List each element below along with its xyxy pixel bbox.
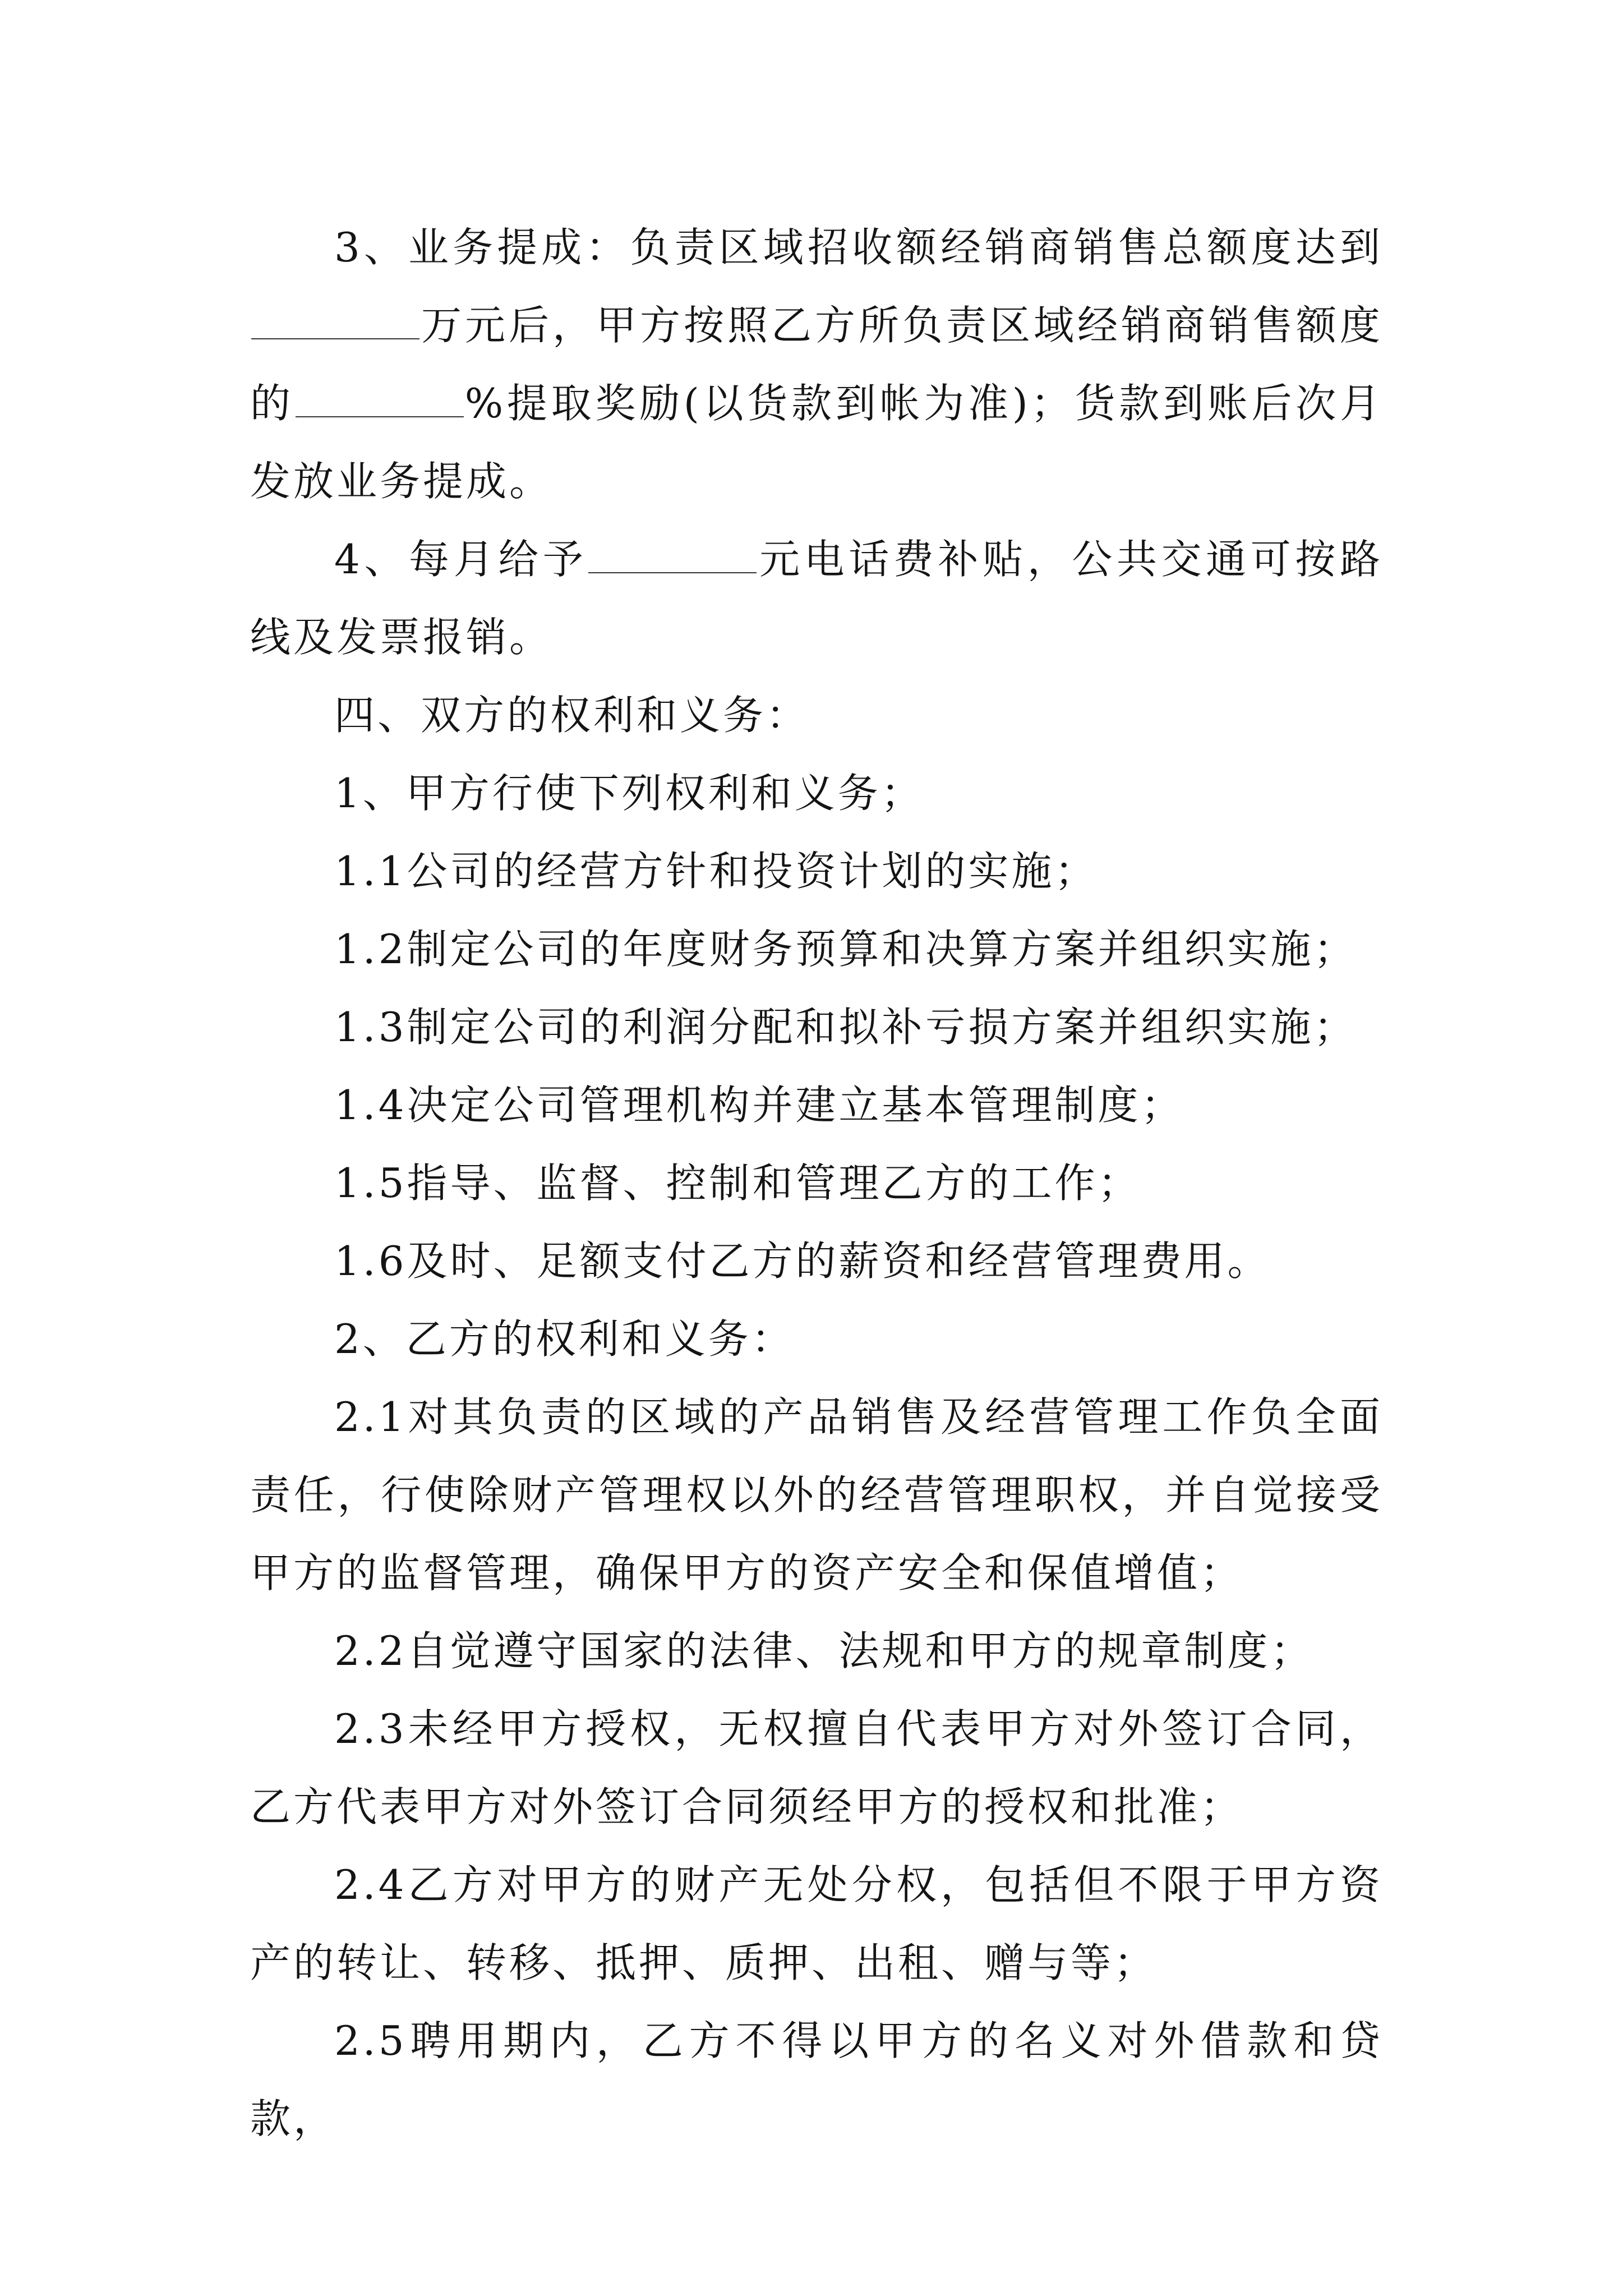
clause-2-1: 2.1对其负责的区域的产品销售及经营管理工作负全面责任，行使除财产管理权以外的经营管理职权，并自觉接受甲方的监督管理，确保甲方的资产安全和保值增值； bbox=[250, 1393, 1383, 1596]
paragraph-business-commission bbox=[250, 209, 1383, 521]
commission-text-end: %提取奖励(以货款到帐为准)；货款到账后次月发放业务提成。 bbox=[250, 380, 1383, 505]
clause-1-4: 1.4决定公司管理机构并建立基本管理制度； bbox=[334, 1082, 1184, 1129]
subsidy-blank-field bbox=[588, 572, 757, 573]
clause-1-3: 1.3制定公司的利润分配和拟补亏损方案并组织实施； bbox=[334, 1004, 1357, 1051]
subsidy-text-start: 4、每月给予 bbox=[334, 536, 588, 583]
clause-party-b-heading: 2、乙方的权利和义务： bbox=[334, 1315, 795, 1363]
clause-1-6: 1.6及时、足额支付乙方的薪资和经营管理费用。 bbox=[334, 1237, 1271, 1285]
amount-blank-field bbox=[251, 338, 419, 339]
clause-2-2: 2.2自觉遵守国家的法律、法规和甲方的规章制度； bbox=[334, 1627, 1314, 1674]
clause-1-1: 1.1公司的经营方针和投资计划的实施； bbox=[334, 848, 1098, 895]
clause-2-4: 2.4乙方对甲方的财产无处分权，包括但不限于甲方资产的转让、转移、抵押、质押、出租、赠与等； bbox=[250, 1861, 1383, 1986]
clause-1-2: 1.2制定公司的年度财务预算和决算方案并组织实施； bbox=[334, 926, 1357, 973]
document-page bbox=[250, 209, 1383, 2158]
clause-1-5: 1.5指导、监督、控制和管理乙方的工作； bbox=[334, 1159, 1141, 1207]
commission-text-start: 3、业务提成：负责区域招收额经销商销售总额度达到 bbox=[334, 224, 1383, 271]
clause-2-3: 2.3未经甲方授权，无权擅自代表甲方对外签订合同，乙方代表甲方对外签订合同须经甲方的授权和批准； bbox=[250, 1705, 1383, 1830]
paragraph-phone-subsidy bbox=[250, 521, 1383, 677]
clause-party-a-heading: 1、甲方行使下列权利和义务； bbox=[334, 770, 924, 817]
clause-2-5: 2.5聘用期内，乙方不得以甲方的名义对外借款和贷款， bbox=[250, 2017, 1383, 2142]
percent-blank-field bbox=[296, 416, 464, 417]
section-heading-rights-obligations: 四、双方的权利和义务： bbox=[334, 692, 810, 739]
subsidy-text-end: 元电话费补贴，公共交通可按路线及发票报销。 bbox=[250, 536, 1383, 661]
commission-text-middle: 万元后，甲方按照乙方所负责区域经销商销售额度的 bbox=[250, 302, 1383, 427]
